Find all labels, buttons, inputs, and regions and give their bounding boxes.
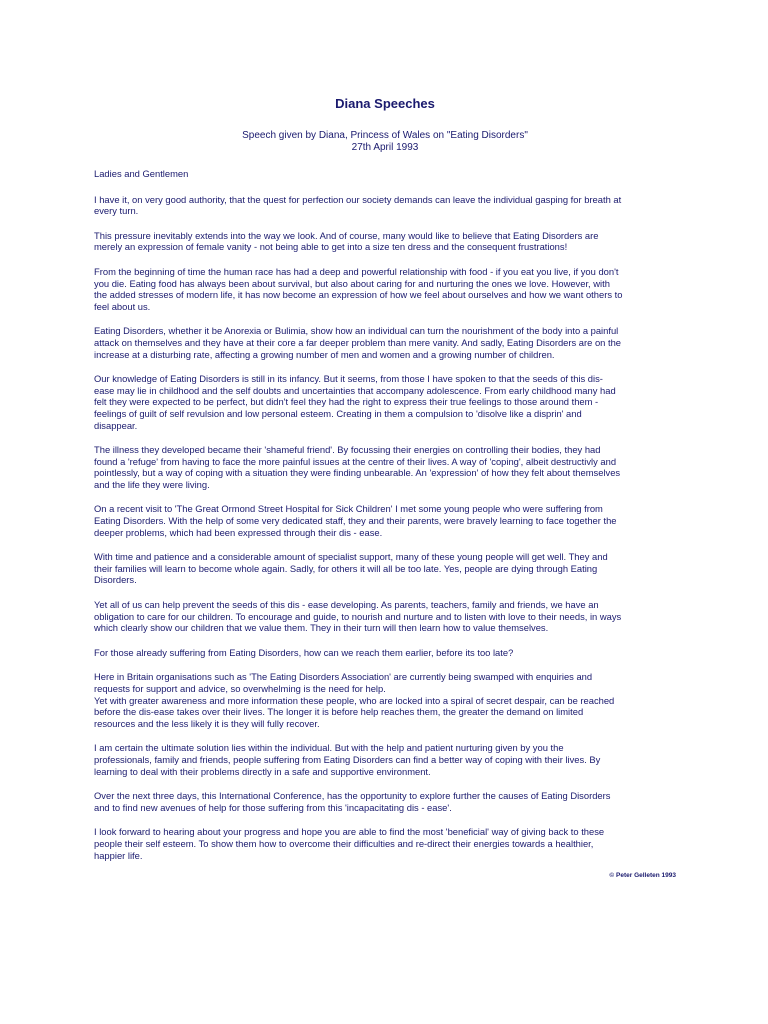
paragraph-line: and the life they were living.	[94, 478, 210, 490]
document-title: Diana Speeches	[335, 96, 435, 111]
paragraph-line: I am certain the ultimate solution lies within the individual. But with the help and patient nurturing given by you the	[94, 742, 564, 754]
paragraph-line: increase at a disturbing rate, affecting a growing number of men and women and a growing number of children.	[94, 348, 555, 360]
document-page	[94, 96, 676, 879]
paragraph-line: the added stresses of modern life, it has now become an expression of how we feel about ourselves and how we want others to	[94, 289, 623, 301]
paragraph-line: From the beginning of time the human race has had a deep and powerful relationship with food - if you eat you live, if you don't	[94, 265, 619, 277]
paragraph	[94, 503, 676, 538]
paragraph-line: requests for support and advice, so overwhelming is the need for help.	[94, 683, 386, 694]
paragraph-line: pointlessly, but a way of coping with a situation they were finding unbearable. An 'expression' of how they felt about themselves	[94, 467, 621, 479]
salutation: Ladies and Gentlemen	[94, 168, 189, 179]
paragraph-line: I have it, on very good authority, that the quest for perfection our society demands can leave the individual gasping for breath at	[94, 193, 622, 205]
paragraph-line: Our knowledge of Eating Disorders is still in its infancy. But it seems, from those I have spoken to that the seeds of this dis-	[94, 373, 603, 385]
paragraph-line: obligation to care for our children. To encourage and guide, to nourish and nurture and to listen with love to their needs, in ways	[94, 610, 622, 622]
paragraph	[94, 373, 676, 431]
paragraph	[94, 230, 676, 253]
paragraph-line: With time and patience and a considerable amount of specialist support, many of these young people will get well. They and	[94, 551, 608, 563]
paragraph-line: Eating Disorders, whether it be Anorexia or Bulimia, show how an individual can turn the nourishment of the body into a painful	[94, 325, 619, 337]
paragraph-line: Disorders.	[94, 574, 137, 586]
paragraph	[94, 551, 676, 586]
paragraph-line: Yet all of us can help prevent the seeds of this dis - ease developing. As parents, teachers, family and friends, we have an	[94, 599, 599, 611]
paragraph-line: ease may lie in childhood and the self doubts and uncertainties that accompany adolescence. From early childhood many had	[94, 384, 616, 396]
subtitle-date: 27th April 1993	[351, 142, 419, 153]
speech-body	[94, 194, 676, 862]
document-subtitle	[94, 130, 676, 154]
subtitle-line-1: Speech given by Diana, Princess of Wales on "Eating Disorders"	[242, 130, 528, 141]
paragraph-line: their families will learn to become whole again. Sadly, for others it will all be too late. Yes, people are dying through Eating	[94, 562, 598, 574]
paragraph	[94, 266, 676, 312]
paragraph-line: For those already suffering from Eating Disorders, how can we reach them earlier, before its too late?	[94, 646, 514, 658]
paragraph-line: before the dis-ease takes over their lives. The longer it is before help reaches them, the greater the demand on limited	[94, 706, 584, 718]
paragraph	[94, 599, 676, 634]
paragraph-line: merely an expression of female vanity - not being able to get into a size ten dress and the consequent frustrations!	[94, 241, 568, 253]
paragraph	[94, 325, 676, 360]
paragraph-line: The illness they developed became their 'shameful friend'. By focussing their energies on controlling their bodies, they had	[94, 444, 601, 456]
paragraph-line: found a 'refuge' from having to face the more painful issues at the centre of their lives. A way of 'coping', albeit destructivly and	[94, 455, 617, 467]
paragraph-line: deeper problems, which had been expressed through their dis - ease.	[94, 526, 383, 538]
paragraph	[94, 826, 676, 861]
copyright-notice: © Peter Gelleten 1993	[609, 872, 676, 880]
paragraph-line: I look forward to hearing about your progress and hope you are able to find the most 'beneficial' way of giving back to these	[94, 826, 605, 838]
paragraph-line: Eating Disorders. With the help of some very dedicated staff, they and their parents, were bravely learning to face together the	[94, 515, 617, 527]
paragraph-line: On a recent visit to 'The Great Ormond Street Hospital for Sick Children' I met some young people who were suffering from	[94, 503, 603, 515]
paragraph	[94, 742, 676, 777]
paragraph-line: you die. Eating food has always been about survival, but also about caring for and nurturing the ones we love. However, with	[94, 277, 610, 289]
paragraph	[94, 647, 676, 659]
paragraph-line: Over the next three days, this International Conference, has the opportunity to explore further the causes of Eating Disorders	[94, 790, 611, 802]
paragraph-line: This pressure inevitably extends into the way we look. And of course, many would like to believe that Eating Disorders are	[94, 229, 599, 241]
paragraph-line: which clearly show our children that we value them. They in their turn will then learn how to value themselves.	[94, 622, 549, 634]
paragraph-line: professionals, family and friends, people suffering from Eating Disorders can find a better way of coping with their lives. By	[94, 753, 601, 765]
paragraph-line: every turn.	[94, 205, 139, 217]
paragraph	[94, 671, 676, 729]
paragraph-line: attack on themselves and they have at their core a far deeper problem than mere vanity. And sadly, Eating Disorders are on the	[94, 336, 622, 348]
paragraph	[94, 194, 676, 217]
paragraph-line: feel about us.	[94, 300, 151, 312]
paragraph-line: feelings of guilt of self revulsion and low personal esteem. Creating in them a compulsion to 'disolve like a disprin' and	[94, 407, 582, 419]
paragraph-line: people their self esteem. To show them how to overcome their difficulties and re-direct their energies towards a healthier,	[94, 837, 594, 849]
paragraph	[94, 444, 676, 490]
paragraph-line: learning to deal with their problems directly in a safe and supportive environment.	[94, 765, 431, 777]
paragraph-line: Here in Britain organisations such as 'The Eating Disorders Association' are currently being swamped with enquiries and	[94, 671, 593, 683]
paragraph-line: Yet with greater awareness and more information these people, who are locked into a spiral of secret despair, can be reached	[94, 694, 615, 706]
paragraph-line: and to find new avenues of help for those suffering from this 'incapacitating dis - ease'.	[94, 801, 452, 813]
paragraph-line: happier life.	[94, 849, 143, 861]
paragraph-line: disappear.	[94, 419, 138, 431]
paragraph	[94, 790, 676, 813]
paragraph-line: resources and the less likely it is they will fully recover.	[94, 717, 320, 729]
paragraph-line: felt they were expected to be perfect, but didn't feel they had the right to express their true feelings to those around them -	[94, 396, 599, 408]
